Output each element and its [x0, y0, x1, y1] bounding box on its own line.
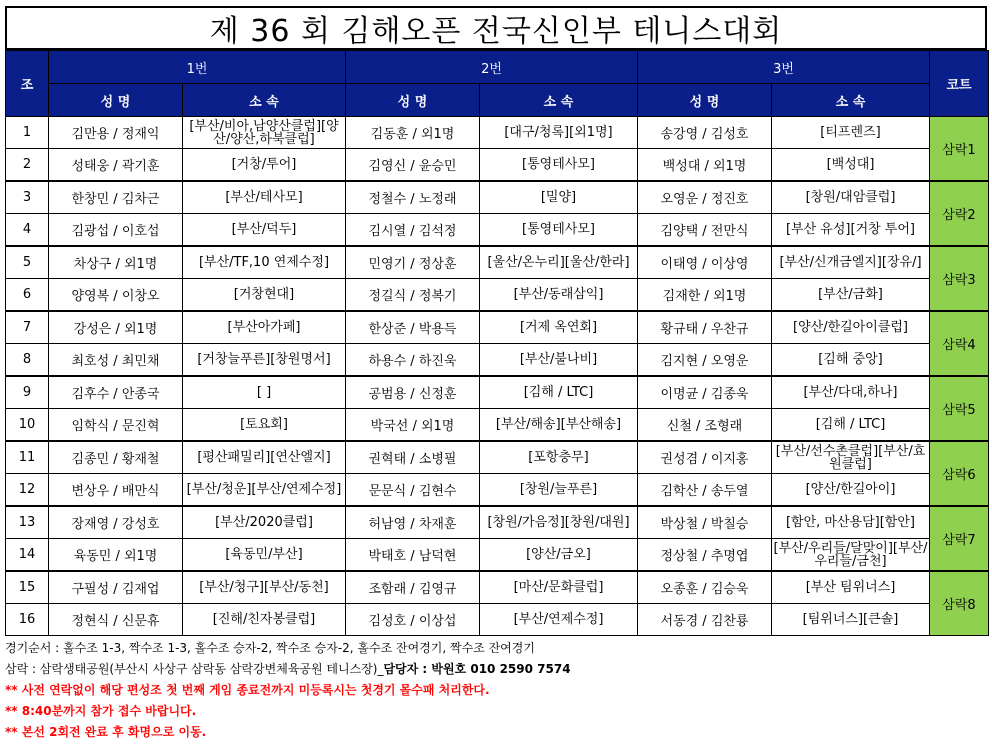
team1-affiliation: [육동민/부산]: [183, 539, 346, 572]
team1-affiliation: [부산아가페]: [183, 311, 346, 344]
team3-names: 김양택 / 전만식: [638, 214, 772, 247]
team1-affiliation: [부산/테사모]: [183, 181, 346, 214]
team3-affiliation: [부산 유성][거창 투어]: [772, 214, 930, 247]
table-row: [6, 409, 989, 442]
team2-names: 정철수 / 노정래: [346, 181, 480, 214]
team3-affiliation: [김해 중앙]: [772, 344, 930, 377]
team2-names: 박국선 / 외1명: [346, 409, 480, 442]
court-cell: 삼락4: [930, 311, 989, 376]
team1-affiliation: [평산패밀리][연산엘지]: [183, 441, 346, 474]
team1-names: 변상우 / 배만식: [49, 474, 183, 507]
group-number: 15: [6, 571, 49, 604]
team2-names: 공범용 / 신정훈: [346, 376, 480, 409]
registration-warning: ** 8:40분까지 참가 접수 바랍니다.: [5, 704, 197, 718]
team2-affiliation: [창원/늘푸른]: [480, 474, 638, 507]
team3-affiliation: [부산/다대,하나]: [772, 376, 930, 409]
table-row: [6, 149, 989, 182]
team2-names: 김시열 / 김석정: [346, 214, 480, 247]
court-cell: 삼락2: [930, 181, 989, 246]
team2-affiliation: [거제 옥연회]: [480, 311, 638, 344]
team1-affiliation: [부산/청운][부산/연제수정]: [183, 474, 346, 507]
team1-affiliation: [거창/투어]: [183, 149, 346, 182]
team3-affiliation: [양산/한길아이클럽]: [772, 311, 930, 344]
team2-affiliation: [마산/문화클럽]: [480, 571, 638, 604]
team1-names: 양영복 / 이창오: [49, 279, 183, 312]
group-number: 5: [6, 246, 49, 279]
name-col-header: 성 명: [346, 84, 480, 117]
team3-affiliation: [부산 팀위너스]: [772, 571, 930, 604]
table-row: [6, 181, 989, 214]
team3-affiliation: [창원/대암클럽]: [772, 181, 930, 214]
group-number: 13: [6, 506, 49, 539]
team2-affiliation: [울산/온누리][울산/한라]: [480, 246, 638, 279]
notes: [5, 638, 988, 743]
table-row: [6, 344, 989, 377]
team3-names: 오영운 / 정진호: [638, 181, 772, 214]
team2-affiliation: [양산/금오]: [480, 539, 638, 572]
group-number: 14: [6, 539, 49, 572]
team2-affiliation: [김해 / LTC]: [480, 376, 638, 409]
team1-affiliation: [토요회]: [183, 409, 346, 442]
team3-names: 김지현 / 오영운: [638, 344, 772, 377]
team2-names: 권혁태 / 소병필: [346, 441, 480, 474]
team2-names: 허남영 / 차재훈: [346, 506, 480, 539]
table-row: [6, 214, 989, 247]
team1-names: 차상구 / 외1명: [49, 246, 183, 279]
team1-affiliation: [거창현대]: [183, 279, 346, 312]
group-number: 8: [6, 344, 49, 377]
team1-names: 김만용 / 정재익: [49, 117, 183, 149]
court-cell: 삼락6: [930, 441, 989, 506]
venue-note: [5, 659, 988, 680]
table-row: [6, 279, 989, 312]
team3-affiliation: [함안, 마산용담][함안]: [772, 506, 930, 539]
team1-affiliation: [부산/2020클럽]: [183, 506, 346, 539]
table-row: [6, 571, 989, 604]
group-number: 9: [6, 376, 49, 409]
team2-names: 민영기 / 정상훈: [346, 246, 480, 279]
team2-names: 김동훈 / 외1명: [346, 117, 480, 149]
table-row: [6, 311, 989, 344]
team3-affiliation: [티프렌즈]: [772, 117, 930, 149]
court-cell: 삼락3: [930, 246, 989, 311]
group-number: 6: [6, 279, 49, 312]
team2-affiliation: [부산/해송][부산해송]: [480, 409, 638, 442]
team3-affiliation: [부산/신개금엘지][장유/]: [772, 246, 930, 279]
table-row: [6, 539, 989, 572]
team3-affiliation: [팀위너스][큰솔]: [772, 604, 930, 636]
team2-affiliation: [창원/가음정][창원/대원]: [480, 506, 638, 539]
table-row: [6, 604, 989, 636]
team3-names: 백성대 / 외1명: [638, 149, 772, 182]
group-number: 11: [6, 441, 49, 474]
group-number: 2: [6, 149, 49, 182]
team1-affiliation: [부산/TF,10 연제수정]: [183, 246, 346, 279]
team1-affiliation: [부산/덕두]: [183, 214, 346, 247]
name-col-header: 성 명: [638, 84, 772, 117]
team3-names: 황규태 / 우찬규: [638, 311, 772, 344]
aff-col-header: 소 속: [772, 84, 930, 117]
court-header: 코트: [930, 51, 989, 117]
team3-affiliation: [부산/선수촌클럽][부산/효원클럽]: [772, 441, 930, 474]
team2-names: 하용수 / 하진욱: [346, 344, 480, 377]
team3-affiliation: [백성대]: [772, 149, 930, 182]
aff-col-header: 소 속: [183, 84, 346, 117]
team3-names: 서동경 / 김찬룡: [638, 604, 772, 636]
team3-names: 권성겸 / 이지홍: [638, 441, 772, 474]
team1-names: 강성은 / 외1명: [49, 311, 183, 344]
team3-names: 김재한 / 외1명: [638, 279, 772, 312]
name-col-header: 성 명: [49, 84, 183, 117]
page-title: 제 36 회 김해오픈 전국신인부 테니스대회: [5, 6, 987, 50]
team1-header: 1번: [49, 51, 346, 84]
team2-names: 조함래 / 김영규: [346, 571, 480, 604]
team3-affiliation: [부산/우리들/달맞이][부산/우리들/금천]: [772, 539, 930, 572]
team2-names: 정길식 / 정복기: [346, 279, 480, 312]
team3-names: 신철 / 조형래: [638, 409, 772, 442]
group-number: 7: [6, 311, 49, 344]
team2-header: 2번: [346, 51, 638, 84]
court-cell: 삼락5: [930, 376, 989, 441]
group-number: 16: [6, 604, 49, 636]
team1-affiliation: [부산/청구][부산/동천]: [183, 571, 346, 604]
team1-names: 김후수 / 안종국: [49, 376, 183, 409]
team2-names: 박태호 / 남덕현: [346, 539, 480, 572]
table-body: [6, 117, 989, 636]
team1-names: 임학식 / 문진혁: [49, 409, 183, 442]
court-cell: 삼락1: [930, 117, 989, 182]
team2-affiliation: [부산/동래삼익]: [480, 279, 638, 312]
team3-header: 3번: [638, 51, 930, 84]
team1-names: 김광섭 / 이호섭: [49, 214, 183, 247]
team3-names: 오종훈 / 김승욱: [638, 571, 772, 604]
team2-affiliation: [밀양]: [480, 181, 638, 214]
forfeit-warning: ** 사전 연락없이 해당 편성조 첫 번째 게임 종료전까지 미등록시는 첫경기 몰수패 처리한다.: [5, 683, 490, 697]
group-header: 조: [6, 51, 49, 117]
team1-affiliation: [부산/비아,남양산클럽][양산/양산,하북클럽]: [183, 117, 346, 149]
team1-names: 성태웅 / 곽기훈: [49, 149, 183, 182]
team3-affiliation: [김해 / LTC]: [772, 409, 930, 442]
team3-names: 이태영 / 이상영: [638, 246, 772, 279]
team1-names: 한창민 / 김차근: [49, 181, 183, 214]
team3-names: 이명균 / 김종욱: [638, 376, 772, 409]
team1-names: 장재영 / 강성호: [49, 506, 183, 539]
table-row: [6, 246, 989, 279]
draw-table: [5, 50, 989, 636]
table-row: [6, 506, 989, 539]
team2-names: 김영신 / 윤승민: [346, 149, 480, 182]
team3-affiliation: [양산/한길아이]: [772, 474, 930, 507]
group-number: 4: [6, 214, 49, 247]
team2-names: 문문식 / 김현수: [346, 474, 480, 507]
team2-affiliation: [통영테사모]: [480, 149, 638, 182]
team2-affiliation: [통영테사모]: [480, 214, 638, 247]
group-number: 1: [6, 117, 49, 149]
venue-text: 삼락 : 삼락생태공원(부산시 사상구 삼락동 삼락강변체육공원 테니스장)_: [5, 662, 384, 676]
team1-affiliation: [거창늘푸른][창원명서]: [183, 344, 346, 377]
team2-affiliation: [대구/청록][외1명]: [480, 117, 638, 149]
table-row: [6, 117, 989, 149]
team3-names: 정상철 / 추명엽: [638, 539, 772, 572]
team1-names: 구필성 / 김재업: [49, 571, 183, 604]
team2-names: 한상준 / 박용득: [346, 311, 480, 344]
group-number: 3: [6, 181, 49, 214]
match-order-note: 경기순서 : 홀수조 1-3, 짝수조 1-3, 홀수조 승자-2, 짝수조 승자-2, 홀수조 잔여경기, 짝수조 잔여경기: [5, 641, 535, 655]
team3-names: 박상철 / 박칠승: [638, 506, 772, 539]
team2-affiliation: [부산/불나비]: [480, 344, 638, 377]
team1-affiliation: [진해/친자봉클럽]: [183, 604, 346, 636]
team1-names: 김종민 / 황재철: [49, 441, 183, 474]
team1-names: 육동민 / 외1명: [49, 539, 183, 572]
team2-affiliation: [포항충무]: [480, 441, 638, 474]
team2-affiliation: [부산/연제수정]: [480, 604, 638, 636]
court-cell: 삼락8: [930, 571, 989, 636]
table-row: [6, 376, 989, 409]
team1-names: 최호성 / 최민채: [49, 344, 183, 377]
table-row: [6, 441, 989, 474]
team3-names: 김학산 / 송두열: [638, 474, 772, 507]
team2-names: 김성호 / 이상섭: [346, 604, 480, 636]
aff-col-header: 소 속: [480, 84, 638, 117]
contact-text: 담당자 : 박원호 010 2590 7574: [383, 662, 571, 676]
group-number: 12: [6, 474, 49, 507]
table-row: [6, 474, 989, 507]
court-cell: 삼락7: [930, 506, 989, 571]
team1-affiliation: [ ]: [183, 376, 346, 409]
team1-names: 정현식 / 신문휴: [49, 604, 183, 636]
group-number: 10: [6, 409, 49, 442]
team3-affiliation: [부산/금화]: [772, 279, 930, 312]
team3-names: 송강영 / 김성호: [638, 117, 772, 149]
move-warning: ** 본선 2회전 완료 후 화명으로 이동.: [5, 725, 207, 739]
